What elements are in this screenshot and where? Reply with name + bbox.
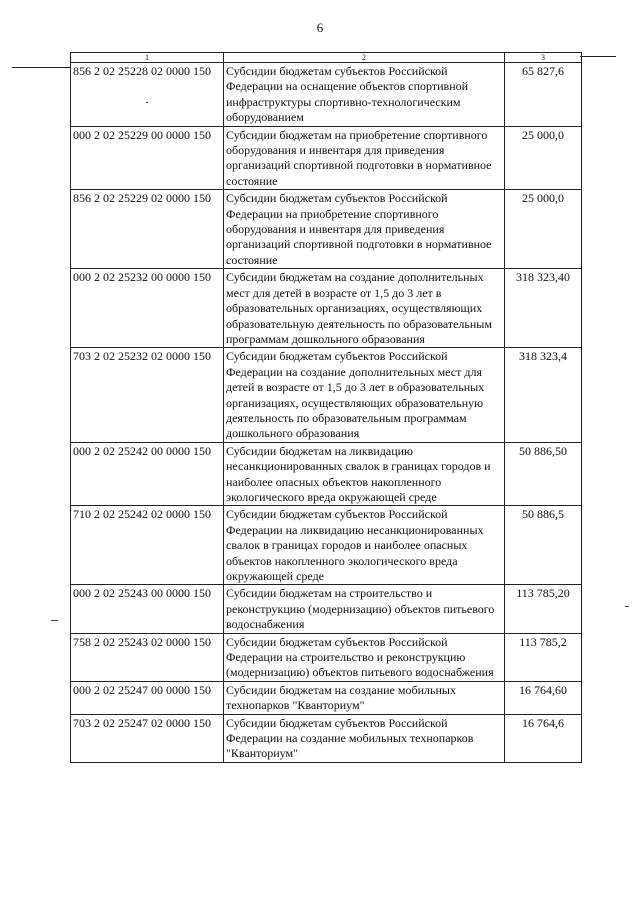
column-number-row: [71, 53, 582, 63]
table-row: [71, 442, 582, 506]
code-cell: 000 2 02 25242 00 0000 150: [71, 442, 224, 506]
desc-cell: Субсидии бюджетам субъектов Российской Федерации на ликвидацию несанкционированных свалок в границах городов и наиболее опасных объектов накопленного экологического вреда окружающей среде: [224, 506, 505, 585]
desc-cell: Субсидии бюджетам субъектов Российской Федерации на приобретение спортивного оборудования и инвентаря для приведения организаций спортивной подготовки в нормативное состояние: [224, 190, 505, 269]
amount-cell: 50 886,5: [505, 506, 582, 585]
amount-cell: 50 886,50: [505, 442, 582, 506]
budget-table: [70, 52, 582, 763]
desc-cell: Субсидии бюджетам субъектов Российской Федерации на создание дополнительных мест для детей в возрасте от 1,5 до 3 лет в образовательных организациях, осуществляющих образовательную деятельность по образовательным программам дошкольного образования: [224, 348, 505, 442]
desc-cell: Субсидии бюджетам на приобретение спортивного оборудования и инвентаря для приведения организаций спортивной подготовки в нормативное состояние: [224, 126, 505, 190]
column-number: 1: [71, 53, 224, 63]
table-row: [71, 585, 582, 633]
amount-cell: 25 000,0: [505, 190, 582, 269]
amount-cell: 25 000,0: [505, 126, 582, 190]
amount-cell: 65 827,6: [505, 63, 582, 127]
column-number: 2: [224, 53, 505, 63]
table-row: [71, 126, 582, 190]
scan-mark: [625, 606, 629, 607]
desc-cell: Субсидии бюджетам на ликвидацию несанкционированных свалок в границах городов и наиболее опасных объектов накопленного экологического вреда окружающей среде: [224, 442, 505, 506]
amount-cell: 113 785,2: [505, 633, 582, 681]
desc-cell: Субсидии бюджетам на создание дополнительных мест для детей в возрасте от 1,5 до 3 лет в образовательных организациях, осуществляющих образовательную деятельность по образовательным программам дошкольного образования: [224, 269, 505, 348]
code-cell: 856 2 02 25229 02 0000 150: [71, 190, 224, 269]
code-cell: 703 2 02 25232 02 0000 150: [71, 348, 224, 442]
amount-cell: 16 764,60: [505, 681, 582, 714]
amount-cell: 113 785,20: [505, 585, 582, 633]
table-row: [71, 63, 582, 127]
desc-cell: Субсидии бюджетам субъектов Российской Федерации на строительство и реконструкцию (модернизацию) объектов питьевого водоснабжения: [224, 633, 505, 681]
page-number: 6: [316, 20, 324, 35]
table-row: [71, 506, 582, 585]
table-body: [71, 53, 582, 763]
code-cell: 000 2 02 25247 00 0000 150: [71, 681, 224, 714]
code-cell: 000 2 02 25232 00 0000 150: [71, 269, 224, 348]
table-row: [71, 269, 582, 348]
code-cell: 000 2 02 25243 00 0000 150: [71, 585, 224, 633]
scan-mark: [51, 620, 58, 621]
table-row: [71, 681, 582, 714]
column-number: 3: [505, 53, 582, 63]
amount-cell: 318 323,40: [505, 269, 582, 348]
code-cell: 710 2 02 25242 02 0000 150: [71, 506, 224, 585]
table-row: [71, 190, 582, 269]
right-rule: [580, 56, 616, 57]
desc-cell: Субсидии бюджетам субъектов Российской Федерации на оснащение объектов спортивной инфраструктуры спортивно-технологическим оборудованием: [224, 63, 505, 127]
table-row: [71, 714, 582, 762]
desc-cell: Субсидии бюджетам субъектов Российской Федерации на создание мобильных технопарков "Кванториум": [224, 714, 505, 762]
desc-cell: Субсидии бюджетам на строительство и реконструкцию (модернизацию) объектов питьевого водоснабжения: [224, 585, 505, 633]
code-cell: 758 2 02 25243 02 0000 150: [71, 633, 224, 681]
code-cell: 856 2 02 25228 02 0000 150: [71, 63, 224, 127]
code-cell: 703 2 02 25247 02 0000 150: [71, 714, 224, 762]
desc-cell: Субсидии бюджетам на создание мобильных технопарков "Кванториум": [224, 681, 505, 714]
amount-cell: 16 764,6: [505, 714, 582, 762]
table-row: [71, 348, 582, 442]
code-cell: 000 2 02 25229 00 0000 150: [71, 126, 224, 190]
left-rule: [12, 67, 70, 68]
table-row: [71, 633, 582, 681]
amount-cell: 318 323,4: [505, 348, 582, 442]
